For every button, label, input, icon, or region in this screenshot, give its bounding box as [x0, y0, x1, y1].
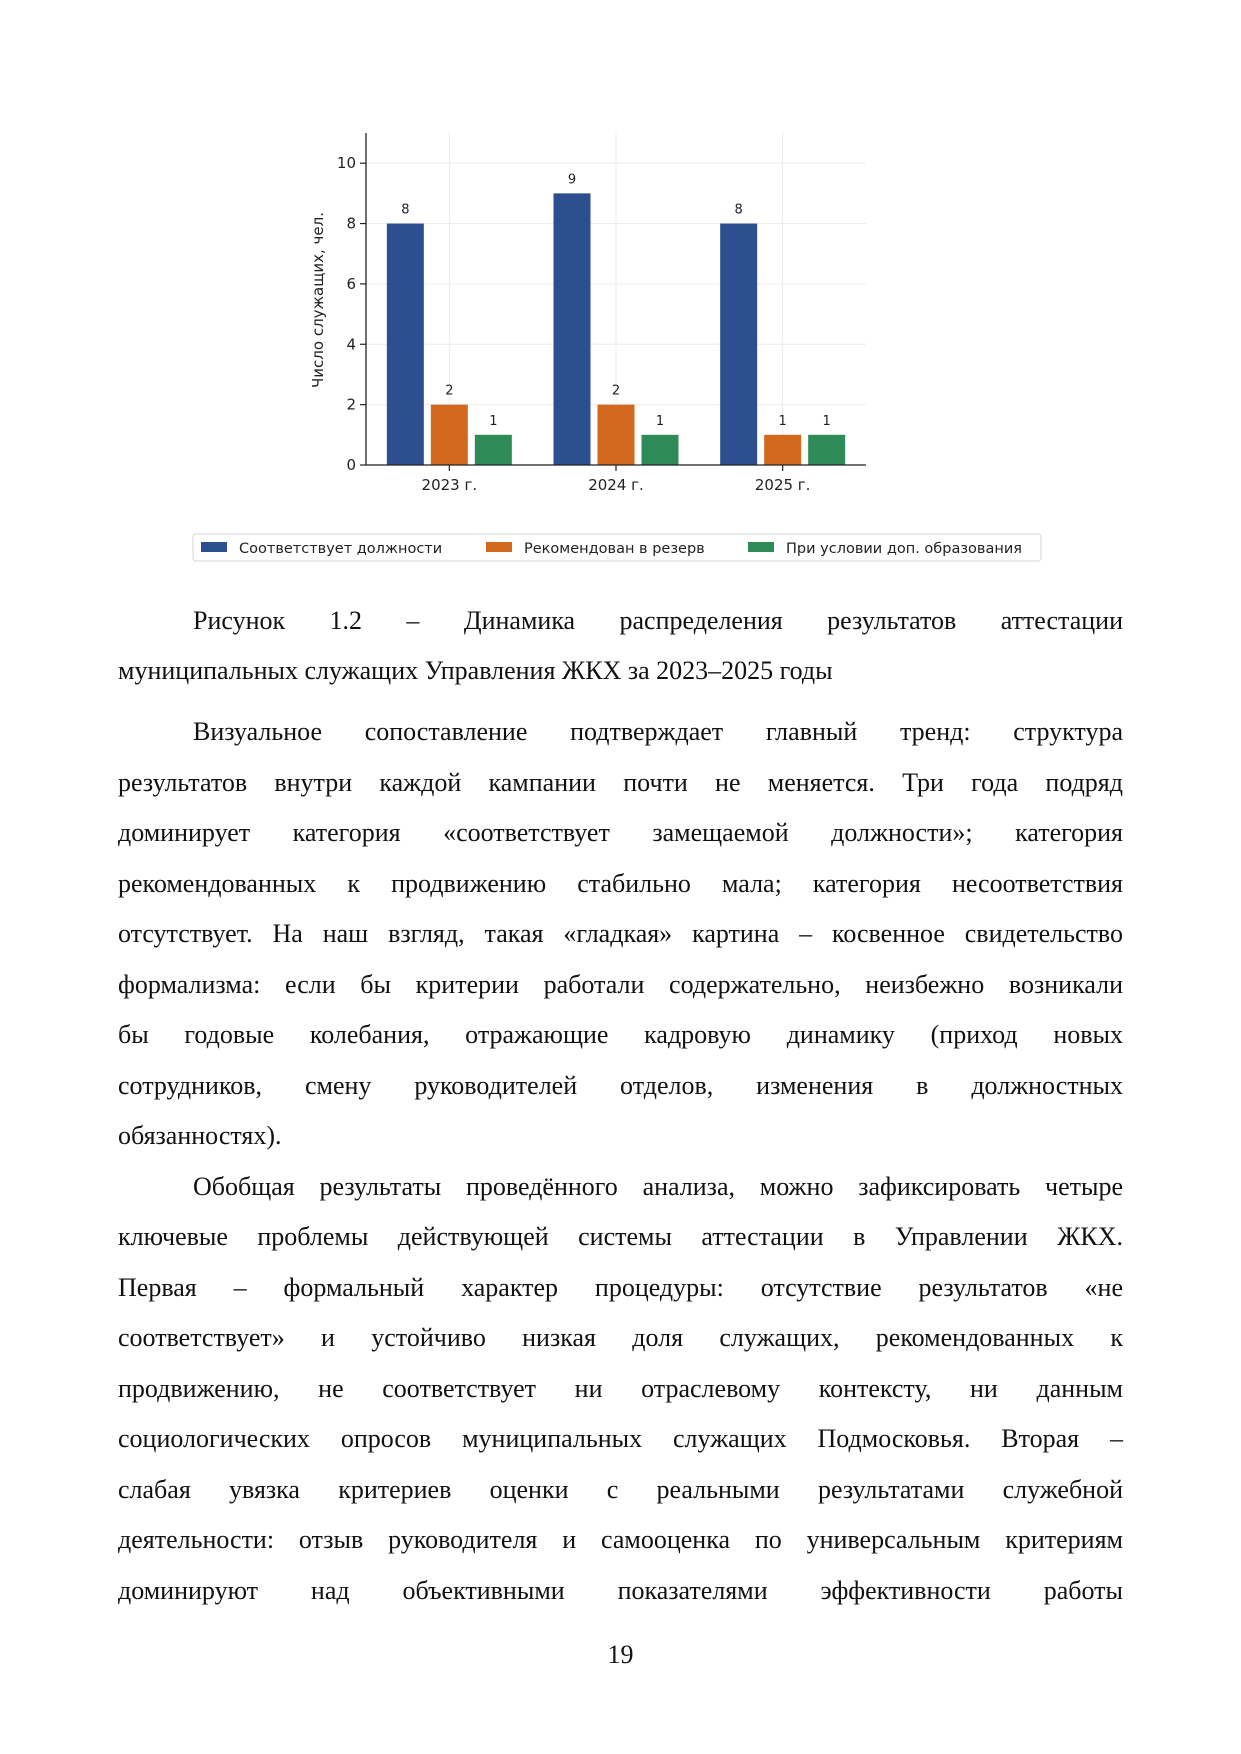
bar: [554, 193, 591, 465]
text-line: Обобщая результаты проведённого анализа, можно зафиксировать четыре: [193, 1171, 1123, 1201]
bar: [642, 435, 679, 465]
text-line: слабая увязка критериев оценки с реальными результатами служебной: [118, 1474, 1123, 1504]
y-tick-label: 4: [346, 335, 356, 354]
text-line: рекомендованных к продвижению стабильно мала; категория несоответствия: [118, 868, 1123, 898]
text-line: продвижению, не соответствует ни отраслевому контексту, ни данным: [118, 1373, 1123, 1403]
bar: [431, 405, 468, 465]
y-axis-label: Число служащих, чел.: [309, 212, 327, 388]
bar-value-label: 8: [734, 202, 743, 218]
bar-chart: [0, 0, 1241, 580]
bar: [808, 435, 845, 465]
text-line: деятельности: отзыв руководителя и самооценка по универсальным критериям: [118, 1525, 1123, 1554]
bar-value-label: 2: [445, 383, 454, 399]
text-line: отсутствует. На наш взгляд, такая «гладкая» картина – косвенное свидетельство: [118, 919, 1123, 948]
y-tick-label: 6: [346, 274, 356, 293]
text-line: Первая – формальный характер процедуры: отсутствие результатов «не: [118, 1272, 1123, 1302]
body-text: [118, 707, 1123, 1616]
bar: [598, 405, 635, 465]
bar: [387, 224, 424, 465]
x-tick-label: 2023 г.: [421, 476, 478, 494]
text-line: сотрудников, смену руководителей отделов, изменения в должностных: [118, 1070, 1123, 1100]
bar: [475, 435, 512, 465]
legend-swatch: [748, 542, 774, 552]
y-axis-ticks: [337, 154, 366, 474]
text-line: доминируют над объективными показателями эффективности работы: [118, 1575, 1123, 1605]
x-axis-ticks: [422, 465, 811, 494]
legend-label: Соответствует должности: [239, 541, 443, 557]
bar: [720, 224, 757, 465]
bar: [764, 435, 801, 465]
bar-value-label: 8: [401, 202, 410, 218]
x-tick-label: 2025 г.: [754, 476, 811, 494]
caption-line-1: Рисунок 1.2 – Динамика распределения результатов аттестации: [193, 606, 1123, 635]
y-tick-label: 10: [336, 154, 356, 173]
paragraph-2: [118, 1162, 1123, 1617]
paragraph-1: [118, 707, 1123, 1162]
legend-label: Рекомендован в резерв: [524, 541, 705, 557]
legend-label: При условии доп. образования: [786, 541, 1022, 557]
chart-legend: [193, 534, 1041, 561]
text-line: соответствует» и устойчиво низкая доля служащих, рекомендованных к: [118, 1323, 1123, 1352]
page-number: 19: [607, 1640, 634, 1669]
legend-swatch: [201, 542, 227, 552]
bar-value-label: 1: [778, 413, 787, 429]
y-tick-label: 0: [346, 456, 356, 474]
y-tick-label: 8: [346, 214, 356, 233]
text-line: обязанностях).: [118, 1121, 282, 1150]
bar-value-label: 1: [822, 413, 831, 429]
caption-line-2: муниципальных служащих Управления ЖКХ за 2023–2025 годы: [118, 656, 833, 685]
x-tick-label: 2024 г.: [588, 476, 644, 494]
bar-value-label: 1: [655, 413, 665, 429]
legend-swatch: [486, 542, 512, 552]
bar-value-label: 2: [611, 383, 621, 399]
text-line: формализма: если бы критерии работали содержательно, неизбежно возникали: [118, 969, 1123, 999]
text-line: доминирует категория «соответствует замещаемой должности»; категория: [118, 818, 1123, 847]
text-line: бы годовые колебания, отражающие кадровую динамику (приход новых: [118, 1020, 1123, 1049]
text-line: результатов внутри каждой кампании почти не меняется. Три года подряд: [118, 767, 1123, 797]
bar-value-label: 9: [567, 172, 577, 188]
bar-value-label: 1: [489, 413, 498, 429]
figure-caption: [118, 596, 1123, 696]
text-line: Визуальное сопоставление подтверждает главный тренд: структура: [193, 717, 1123, 746]
y-tick-label: 2: [346, 395, 356, 414]
text-line: социологических опросов муниципальных служащих Подмосковья. Вторая –: [118, 1424, 1123, 1453]
text-line: ключевые проблемы действующей системы аттестации в Управлении ЖКХ.: [118, 1222, 1123, 1251]
